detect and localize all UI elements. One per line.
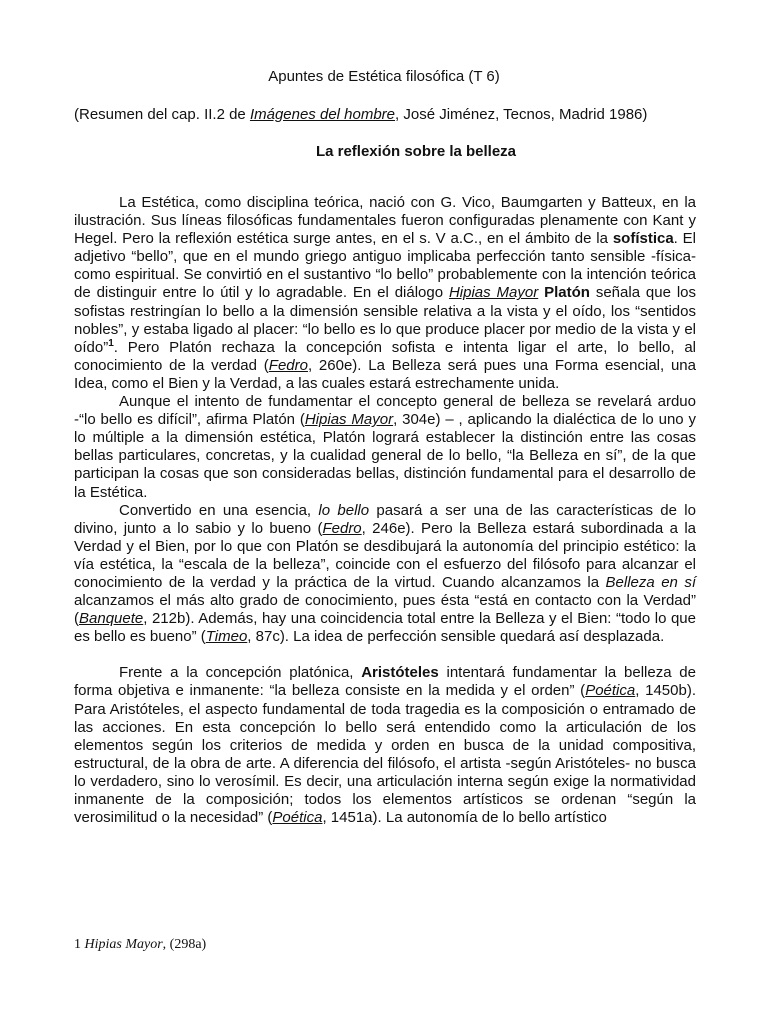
work-title: Fedro [268,356,308,374]
text-run: , 1450b). Para Aristóteles, el aspecto fundamental de toda tragedia es la composición o entramado de las acciones. En esta concepción lo bello será entendido como la articulación de los elementos según los criterios de medida y orden en busca de la unidad compositiva, estructural, de la obra de arte. A diferencia del filósofo, el artista -según Aristóteles- no busca lo verdadero, sino lo verosímil. Es decir, una articulación interna según exige la normatividad inmanente de la composición; todos los elementos artísticos se ordenan “según la verosimilitud o la necesidad” ( [74,682,696,827]
work-title: Hipias Mayor [304,411,394,429]
text-run: , 1451a). La autonomía de lo bello artístico [322,809,607,827]
paragraph-1 [74,194,696,393]
paragraph-2 [74,393,696,502]
work-title: Banquete [79,610,144,628]
footnote [74,936,206,953]
footnote-marker: 1 [108,337,114,349]
work-title: Poética [585,682,636,700]
work-title: Poética [272,809,323,827]
text-run: Aunque el intento de fundamentar el concepto general de belleza se revelará arduo -“lo bello es difícil”, afirma Platón ( [74,393,696,429]
text-run: intentará fundamentar la belleza de forma objetiva e inmanente: “la belleza consiste en la medida y el orden” ( [74,664,696,700]
paragraph-3 [74,502,696,647]
footnote-reference: , (298a) [162,937,207,952]
reference-details: , José Jiménez, Tecnos, Madrid 1986) [395,106,648,123]
emphasis: Belleza en sí [605,573,696,591]
document-title: Apuntes de Estética filosófica (T 6) [268,68,500,85]
text-run: La Estética, como disciplina teórica, nació con G. Vico, Baumgarten y Batteux, en la ilustración. Sus líneas filosóficas fundamentales fueron configuradas plenamente con Kant y Hegel. Pero la reflexión estética surge antes, en el s. V a.C., en el ámbito de la [74,194,696,248]
footnote-number: 1 [74,937,85,952]
source-reference [74,106,696,124]
text-run: pasará a ser una de las características de lo divino, junto a lo sabio y lo bueno ( [74,501,696,537]
text-run: . El adjetivo “bello”, que en el mundo griego antiguo implicaba perfección tanto sensible -física- como espiritual. Se convirtió en el sustantivo “lo bello” probablemente con la intención teórica de distinguir entre lo útil y lo agradable. En el diálogo [74,230,696,302]
book-title: Imágenes del hombre [249,106,396,123]
author-aristoteles: Aristóteles [361,664,439,682]
paragraph-4 [74,664,696,827]
footnote-work: Hipias Mayor [84,937,163,952]
text-run: , 304e) – , aplicando la dialéctica de lo uno y lo múltiple a la dimensión estética, Platón logrará establecer la distinción entre las cosas bellas particulares, concretas, y la cualidad general de lo bello, “la Belleza en sí”, de la que participan la cosas que son consideradas bellas, distinción fundamental para el desarrollo de la Estética. [74,411,696,501]
text-run: , 87c). La idea de perfección sensible quedará así desplazada. [247,628,665,646]
text-run: Frente a la concepción platónica, [119,664,362,682]
text-run: . Pero Platón rechaza la concepción sofista e intenta ligar el arte, lo bello, al conocimiento de la verdad ( [74,338,696,374]
work-title: Fedro [322,519,362,537]
work-title: Timeo [205,628,248,646]
text-run: señala que los sofistas restringían lo bello a la dimensión sensible relativa a la vista y el oído, los “sentidos nobles”, y estaba ligado al placer: “lo bello es lo que produce placer por medio de la vista y el oído” [74,284,697,356]
text-run: , 212b). Además, hay una coincidencia total entre la Belleza y el Bien: “todo lo que es bello es bueno” ( [74,610,696,646]
text-run: Convertido en una esencia, [119,501,319,519]
text-run: alcanzamos el más alto grado de conocimiento, pues ésta “está en contacto con la Verdad” ( [74,592,696,628]
body-text [74,194,696,827]
emphasis: lo bello [318,501,370,519]
work-title: Hipias Mayor [448,284,539,302]
text-run: , 246e). Pero la Belleza estará subordinada a la Verdad y el Bien, por lo que con Platón se desdibujará la autonomía del principio estético: la vía estética, la “escala de la belleza”, coincide con el esfuerzo del filósofo para alcanzar el conocimiento de la verdad y la práctica de la virtud. Cuando alcanzamos la [74,519,697,591]
term-sofistica: sofística [612,230,674,248]
author-platon: Platón [544,284,590,302]
section-heading: La reflexión sobre la belleza [315,143,517,160]
text-run: , 260e). La Belleza será pues una Forma esencial, una Idea, como el Bien y la Verdad, a las cuales estará estrechamente unida. [74,356,696,392]
reference-prefix: (Resumen del cap. II.2 de [74,106,250,123]
